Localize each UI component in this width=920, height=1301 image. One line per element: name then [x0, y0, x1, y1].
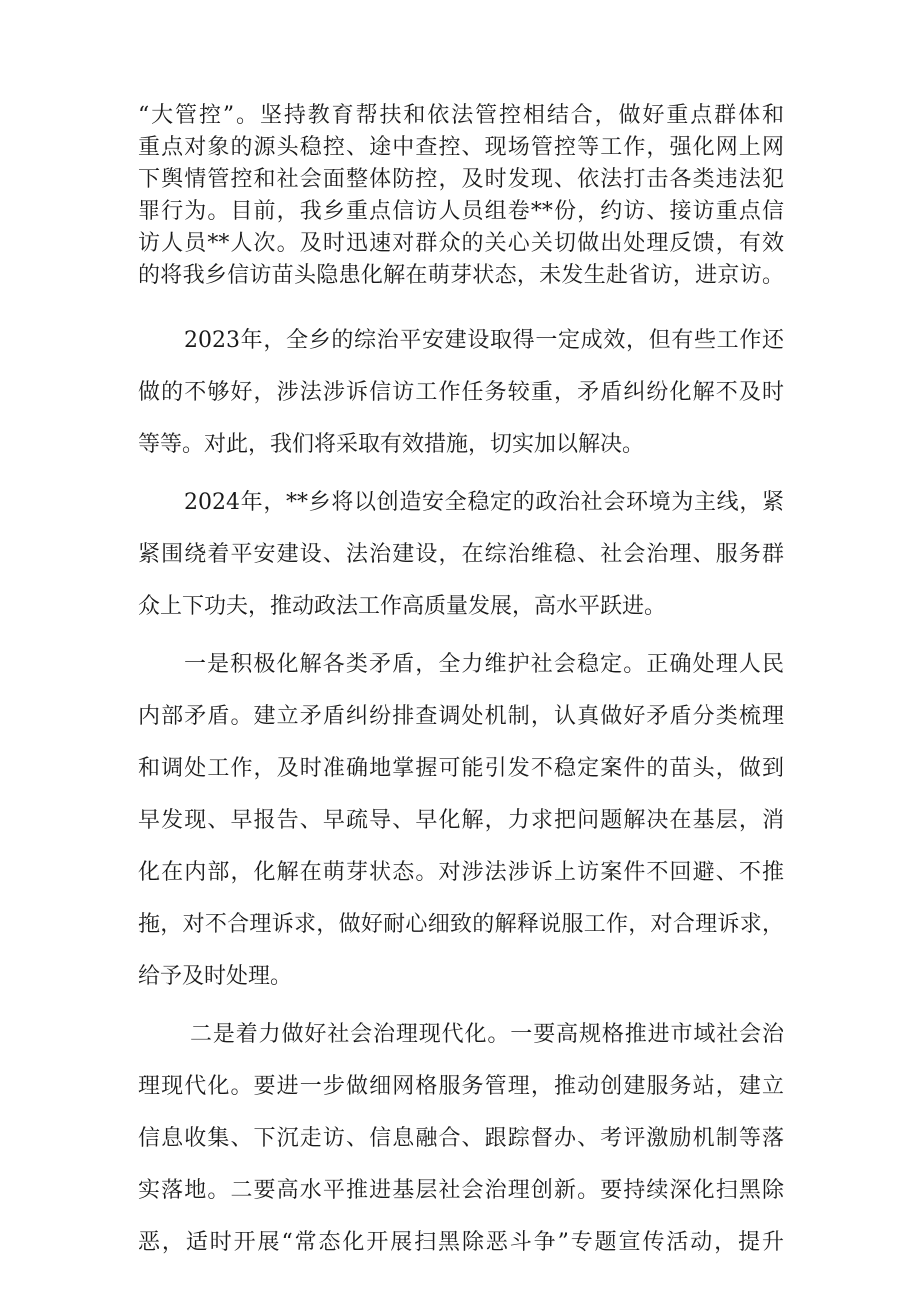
paragraph-line: 访人员**人次。及时迅速对群众的关心关切做出处理反馈，有效: [138, 231, 784, 256]
paragraph-line: 罪行为。目前，我乡重点信访人员组卷**份，约访、接访重点信: [138, 199, 784, 224]
paragraph-line: 二是着力做好社会治理现代化。一要高规格推进市域社会治: [190, 1022, 784, 1047]
paragraph-line: 等等。对此，我们将采取有效措施，切实加以解决。: [138, 432, 645, 457]
paragraph-line: 早发现、早报告、早疏导、早化解，力求把问题解决在基层，消: [138, 808, 784, 833]
paragraph-line: 紧围绕着平安建设、法治建设，在综治维稳、社会治理、服务群: [138, 542, 784, 567]
paragraph-line: 2023年，全乡的综治平安建设取得一定成效，但有些工作还: [184, 328, 784, 353]
paragraph-line: 信息收集、下沉走访、信息融合、跟踪督办、考评激励机制等落: [138, 1126, 784, 1151]
paragraph-line: 化在内部，化解在萌芽状态。对涉法涉诉上访案件不回避、不推: [138, 860, 784, 885]
paragraph-line: 恶，适时开展“常态化开展扫黑除恶斗争”专题宣传活动，提升: [138, 1230, 784, 1255]
paragraph-line: 理现代化。要进一步做细网格服务管理，推动创建服务站，建立: [138, 1074, 784, 1099]
paragraph-line: 下舆情管控和社会面整体防控，及时发现、依法打击各类违法犯: [138, 167, 784, 192]
paragraph-line: 的将我乡信访苗头隐患化解在萌芽状态，未发生赴省访，进京访。: [138, 263, 784, 288]
paragraph-line: 实落地。二要高水平推进基层社会治理创新。要持续深化扫黑除: [138, 1178, 784, 1203]
paragraph-line: 给予及时处理。: [138, 964, 293, 989]
paragraph-line: 众上下功夫，推动政法工作高质量发展，高水平跃进。: [138, 594, 667, 619]
paragraph-line: 2024年，**乡将以创造安全稳定的政治社会环境为主线，紧: [184, 490, 784, 515]
paragraph-line: 和调处工作，及时准确地掌握可能引发不稳定案件的苗头，做到: [138, 756, 784, 781]
paragraph-line: 重点对象的源头稳控、途中查控、现场管控等工作，强化网上网: [138, 135, 784, 160]
paragraph-line: 拖，对不合理诉求，做好耐心细致的解释说服工作，对合理诉求，: [138, 912, 784, 937]
paragraph-line: 做的不够好，涉法涉诉信访工作任务较重，矛盾纠纷化解不及时: [138, 380, 784, 405]
paragraph-line: “大管控”。坚持教育帮扶和依法管控相结合，做好重点群体和: [138, 103, 784, 128]
paragraph-line: 一是积极化解各类矛盾，全力维护社会稳定。正确处理人民: [184, 652, 784, 677]
paragraph-line: 内部矛盾。建立矛盾纠纷排查调处机制，认真做好矛盾分类梳理: [138, 704, 784, 729]
